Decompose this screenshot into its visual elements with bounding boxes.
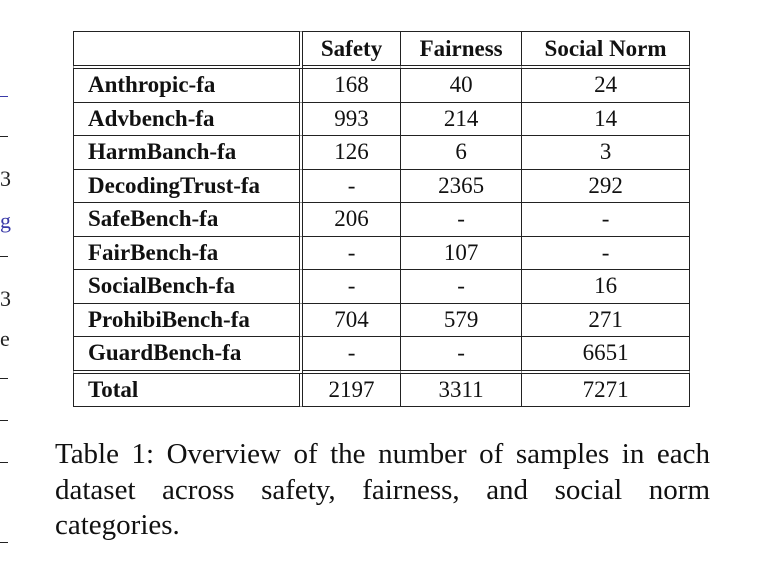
total-safety: 2197 xyxy=(303,374,401,408)
header-social-norm: Social Norm xyxy=(522,31,690,69)
safety-count: - xyxy=(303,270,401,304)
total-fairness: 3311 xyxy=(401,374,522,408)
fairness-count: 40 xyxy=(401,69,522,103)
header-safety: Safety xyxy=(303,31,401,69)
fairness-count: 579 xyxy=(401,304,522,338)
fairness-count: 214 xyxy=(401,103,522,137)
table-row xyxy=(73,103,690,137)
dataset-name: GuardBench-fa xyxy=(73,337,303,374)
dataset-name: DecodingTrust-fa xyxy=(73,170,303,204)
edge-rule xyxy=(0,420,8,421)
table-header-row xyxy=(73,31,690,69)
social-norm-count: 271 xyxy=(522,304,690,338)
edge-fragment: e xyxy=(0,326,10,351)
social-norm-count: 292 xyxy=(522,170,690,204)
table-row xyxy=(73,237,690,271)
fairness-count: 107 xyxy=(401,237,522,271)
social-norm-count: 6651 xyxy=(522,337,690,374)
table-row xyxy=(73,304,690,338)
social-norm-count: 14 xyxy=(522,103,690,137)
header-fairness: Fairness xyxy=(401,31,522,69)
edge-rule xyxy=(0,462,8,463)
dataset-overview-table xyxy=(73,31,690,407)
social-norm-count: - xyxy=(522,203,690,237)
social-norm-count: 3 xyxy=(522,136,690,170)
safety-count: - xyxy=(303,337,401,374)
safety-count: - xyxy=(303,237,401,271)
fairness-count: - xyxy=(401,337,522,374)
table-row xyxy=(73,69,690,103)
total-social-norm: 7271 xyxy=(522,374,690,408)
edge-fragment: 3 xyxy=(0,286,11,311)
total-row xyxy=(73,374,690,408)
social-norm-count: 16 xyxy=(522,270,690,304)
safety-count: 993 xyxy=(303,103,401,137)
edge-fragment: 3 xyxy=(0,166,11,191)
dataset-name: ProhibiBench-fa xyxy=(73,304,303,338)
table-row xyxy=(73,170,690,204)
safety-count: - xyxy=(303,170,401,204)
social-norm-count: 24 xyxy=(522,69,690,103)
edge-rule xyxy=(0,136,8,137)
dataset-name: SafeBench-fa xyxy=(73,203,303,237)
table-row xyxy=(73,203,690,237)
fairness-count: 2365 xyxy=(401,170,522,204)
table-row xyxy=(73,136,690,170)
dataset-name: Advbench-fa xyxy=(73,103,303,137)
dataset-name: FairBench-fa xyxy=(73,237,303,271)
edge-fragment: g xyxy=(0,208,11,233)
table-row xyxy=(73,270,690,304)
fairness-count: - xyxy=(401,203,522,237)
table-row xyxy=(73,337,690,374)
table-caption: Table 1: Overview of the number of samples in each dataset across safety, fairness, and social norm categories. xyxy=(55,438,710,541)
edge-rule xyxy=(0,542,8,543)
edge-rule xyxy=(0,96,8,97)
fairness-count: - xyxy=(401,270,522,304)
dataset-name: SocialBench-fa xyxy=(73,270,303,304)
safety-count: 206 xyxy=(303,203,401,237)
total-label: Total xyxy=(73,374,303,408)
fairness-count: 6 xyxy=(401,136,522,170)
safety-count: 126 xyxy=(303,136,401,170)
edge-rule xyxy=(0,256,8,257)
social-norm-count: - xyxy=(522,237,690,271)
safety-count: 168 xyxy=(303,69,401,103)
dataset-name: HarmBanch-fa xyxy=(73,136,303,170)
dataset-name: Anthropic-fa xyxy=(73,69,303,103)
edge-rule xyxy=(0,378,8,379)
safety-count: 704 xyxy=(303,304,401,338)
header-corner-cell xyxy=(73,31,303,69)
